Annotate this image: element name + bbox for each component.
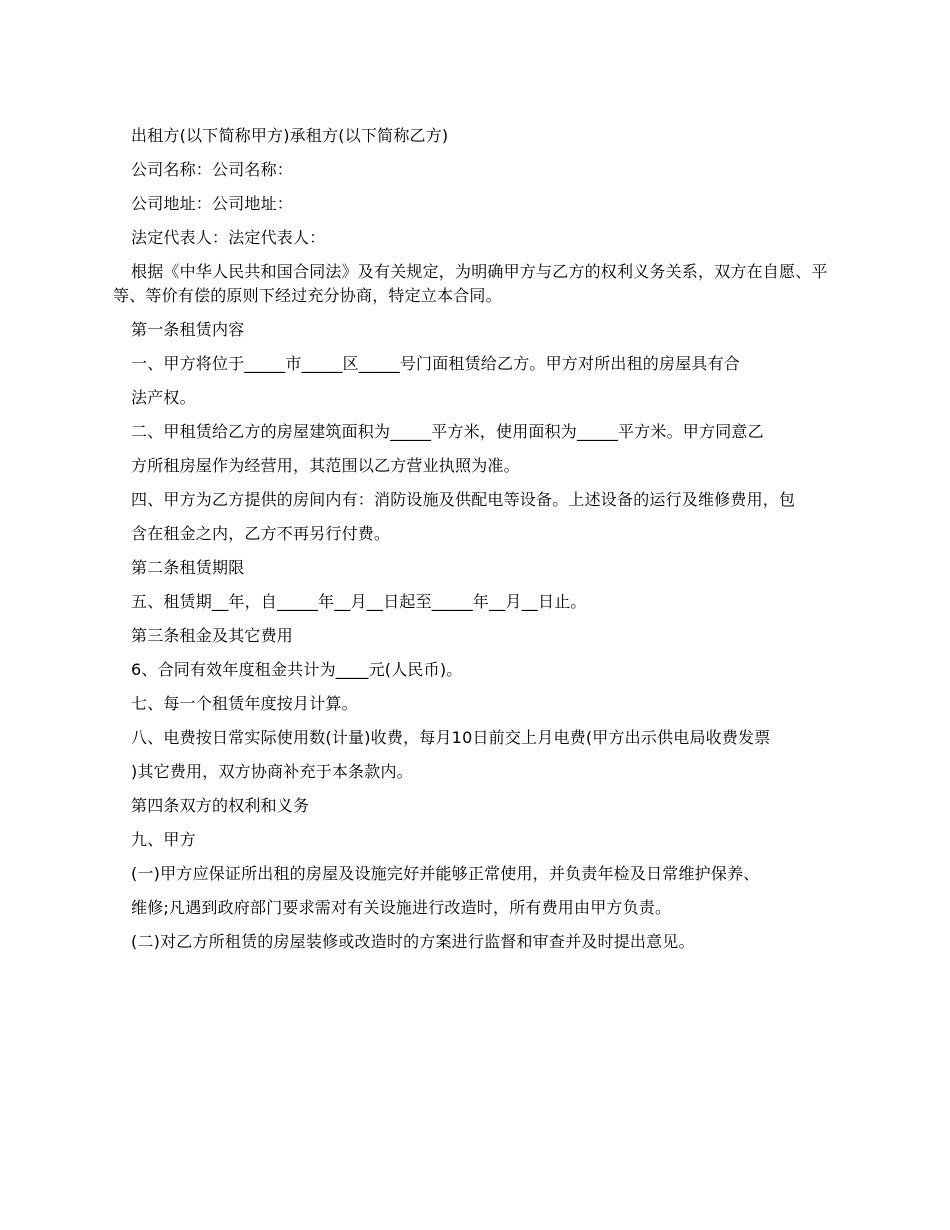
clause-2-line-1: 二、甲租赁给乙方的房屋建筑面积为_____平方米，使用面积为_____平方米。甲方同意乙 <box>131 422 764 441</box>
parties-line: 出租方(以下简称甲方)承租方(以下简称乙方) <box>131 126 449 145</box>
clause-9-item-1-line-2: 维修;凡遇到政府部门要求需对有关设施进行改造时，所有费用由甲方负责。 <box>131 898 672 917</box>
clause-4-line-2: 含在租金之内，乙方不再另行付费。 <box>131 524 391 543</box>
article-3-heading: 第三条租金及其它费用 <box>131 626 294 645</box>
document-body <box>113 124 841 964</box>
article-1-heading: 第一条租赁内容 <box>131 320 245 339</box>
clause-1-line-2: 法产权。 <box>131 388 196 407</box>
company-name-line: 公司名称：公司名称： <box>131 160 294 179</box>
clause-1-line-1: 一、甲方将位于_____市_____区_____号门面租赁给乙方。甲方对所出租的房屋具有合 <box>131 354 741 373</box>
clause-2-line-2: 方所租房屋作为经营用，其范围以乙方营业执照为准。 <box>131 456 520 475</box>
clause-7-line: 七、每一个租赁年度按月计算。 <box>131 694 358 713</box>
article-2-heading: 第二条租赁期限 <box>131 558 245 577</box>
clause-8-line-1: 八、电费按日常实际使用数(计量)收费，每月10日前交上月电费(甲方出示供电局收费发票 <box>131 728 771 747</box>
clause-8-line-2: )其它费用，双方协商补充于本条款内。 <box>131 762 413 781</box>
company-address-line: 公司地址：公司地址： <box>131 194 294 213</box>
clause-9-item-1-line-1: (一)甲方应保证所出租的房屋及设施完好并能够正常使用，并负责年检及日常维护保养、 <box>131 864 760 883</box>
clause-9-heading: 九、甲方 <box>131 830 196 849</box>
clause-4-line-1: 四、甲方为乙方提供的房间内有：消防设施及供配电等设备。上述设备的运行及维修费用，包 <box>131 490 796 509</box>
clause-9-item-2-line: (二)对乙方所租赁的房屋装修或改造时的方案进行监督和审查并及时提出意见。 <box>131 932 695 951</box>
preamble-paragraph: 根据《中华人民共和国合同法》及有关规定，为明确甲方与乙方的权利义务关系，双方在自愿、平等、等价有偿的原则下经过充分协商，特定立本合同。 <box>113 262 828 305</box>
legal-representative-line: 法定代表人：法定代表人： <box>131 228 326 247</box>
clause-5-line: 五、租赁期__年，自_____年__月__日起至_____年__月__日止。 <box>131 592 587 611</box>
clause-6-line: 6、合同有效年度租金共计为____元(人民币)。 <box>131 660 463 679</box>
article-4-heading: 第四条双方的权利和义务 <box>131 796 310 815</box>
